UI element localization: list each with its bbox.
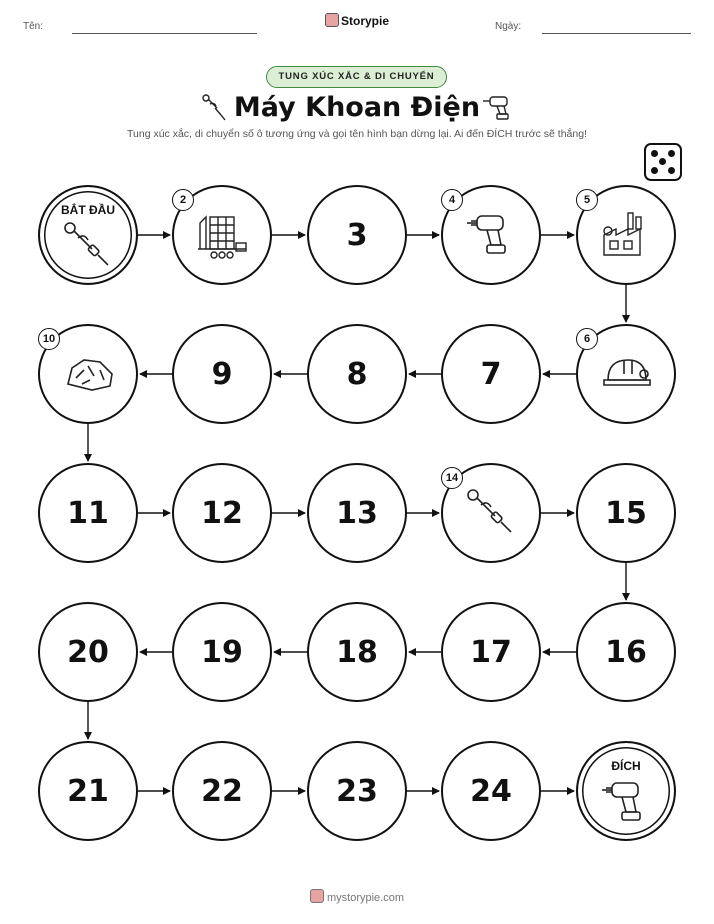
footer-url[interactable]: mystorypie.com: [326, 892, 405, 904]
board-space-20: [38, 602, 138, 702]
board-space-13: [307, 463, 407, 563]
space-number: 8: [346, 356, 368, 392]
space-number-badge: 4: [441, 189, 463, 211]
space-number: 9: [211, 356, 233, 392]
space-number-badge: 6: [576, 328, 598, 350]
board-space-23: [307, 741, 407, 841]
storypie-logo-icon: [310, 889, 324, 903]
space-number: 3: [346, 217, 368, 253]
board-space-24: [441, 741, 541, 841]
board-space-3: [307, 185, 407, 285]
page-title: Máy Khoan Điện: [233, 92, 481, 123]
power-drill-icon: [465, 209, 517, 261]
space-number-badge: 2: [172, 189, 194, 211]
space-number: 19: [201, 634, 243, 670]
construction-site-icon: [196, 209, 248, 261]
board-space-4: [441, 185, 541, 285]
start-label: BẮT ĐẦU: [61, 203, 115, 217]
board-space-9: [172, 324, 272, 424]
space-number: 22: [201, 773, 243, 809]
board-space-18: [307, 602, 407, 702]
brand-name: Storypie: [340, 14, 389, 28]
hand-drill-icon: [465, 487, 517, 539]
board-space-14: [441, 463, 541, 563]
finish-label: ĐÍCH: [611, 759, 641, 773]
space-number: 17: [470, 634, 512, 670]
game-type-tag: TUNG XÚC XẮC & DI CHUYỂN: [266, 66, 447, 88]
rock-icon: [62, 348, 114, 400]
hand-drill-icon: [62, 220, 114, 272]
board-space-10: [38, 324, 138, 424]
board-space-19: [172, 602, 272, 702]
finish-space: [576, 741, 676, 841]
name-label: Tên:: [23, 21, 44, 32]
board-space-15: [576, 463, 676, 563]
space-number-badge: 5: [576, 189, 598, 211]
space-number-badge: 14: [441, 467, 463, 489]
date-label: Ngày:: [495, 21, 522, 32]
space-number-badge: 10: [38, 328, 60, 350]
board-space-17: [441, 602, 541, 702]
board-space-22: [172, 741, 272, 841]
board-space-5: [576, 185, 676, 285]
space-number: 24: [470, 773, 512, 809]
space-number: 7: [480, 356, 502, 392]
board-space-12: [172, 463, 272, 563]
factory-icon: [600, 209, 652, 261]
instructions: Tung xúc xắc, di chuyển số ô tương ứng và gọi tên hình bạn dừng lại. Ai đến ĐÍCH trước sẽ thắng!: [126, 128, 587, 140]
space-number: 15: [605, 495, 647, 531]
start-space: [38, 185, 138, 285]
board-space-8: [307, 324, 407, 424]
space-number: 13: [336, 495, 378, 531]
space-number: 21: [67, 773, 109, 809]
space-number: 16: [605, 634, 647, 670]
board-space-21: [38, 741, 138, 841]
space-number: 11: [67, 495, 109, 531]
board-space-6: [576, 324, 676, 424]
board-space-2: [172, 185, 272, 285]
board-space-16: [576, 602, 676, 702]
space-number: 18: [336, 634, 378, 670]
hard-hat-icon: [600, 348, 652, 400]
board-space-7: [441, 324, 541, 424]
space-number: 23: [336, 773, 378, 809]
space-number: 20: [67, 634, 109, 670]
board-space-11: [38, 463, 138, 563]
power-drill-icon: [600, 776, 652, 828]
footer: [0, 889, 714, 904]
space-number: 12: [201, 495, 243, 531]
